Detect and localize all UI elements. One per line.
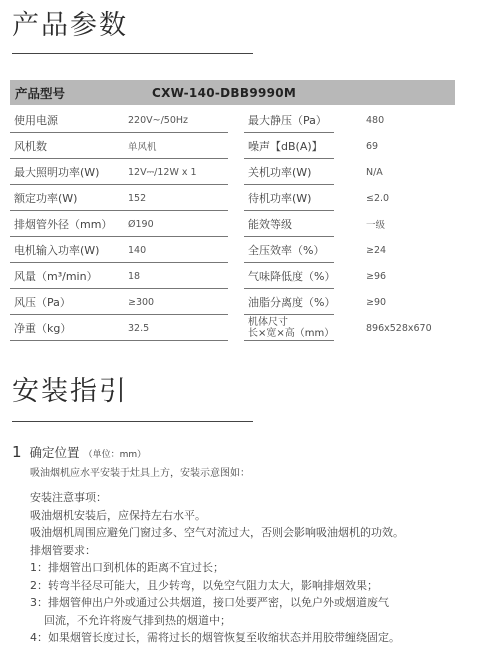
spec-label: 额定功率(W)	[14, 192, 78, 205]
spec-row	[10, 237, 387, 263]
spec-value: 480	[366, 114, 385, 126]
spec-label-dimensions	[248, 315, 334, 341]
spec-label: 最大照明功率(W)	[14, 166, 100, 179]
note-line: 安装注意事项：	[30, 491, 107, 504]
spec-value: 140	[128, 244, 147, 256]
spec-label: 油脂分离度（%）	[248, 296, 336, 309]
spec-row	[10, 185, 390, 211]
spec-value: Ø190	[128, 218, 154, 230]
spec-label: 关机功率(W)	[248, 166, 312, 179]
spec-value: 单风机	[128, 142, 157, 153]
spec-value: ≥24	[366, 244, 387, 256]
spec-label: 待机功率(W)	[248, 192, 312, 205]
spec-row	[10, 289, 387, 315]
spec-label: 电机输入功率(W)	[14, 244, 100, 257]
spec-label: 风量（m³/min）	[14, 270, 98, 283]
note-line: 4：如果烟管长度过长，需将过长的烟管恢复至收缩状态并用胶带缠绕固定。	[30, 631, 400, 644]
note-line: 1：排烟管出口到机体的距离不宜过长；	[30, 561, 224, 574]
spec-label: 风机数	[14, 140, 47, 153]
row-divider	[244, 340, 334, 341]
spec-value: 32.5	[128, 322, 150, 334]
spec-value: ≥96	[366, 270, 387, 282]
spec-value: 18	[128, 270, 141, 282]
dimensions-label-line1: 机体尺寸	[248, 317, 288, 328]
spec-row	[10, 263, 387, 289]
spec-row	[10, 315, 432, 341]
spec-label: 气味降低度（%）	[248, 270, 336, 283]
spec-value: 220V~/50Hz	[128, 114, 189, 126]
spec-value: N/A	[366, 166, 383, 178]
spec-row	[10, 107, 385, 133]
section-title-product-params: 产品参数	[12, 10, 128, 41]
note-line: 2：转弯半径尽可能大，且少转弯，以免空气阻力太大，影响排烟效果；	[30, 578, 378, 592]
spec-value: 152	[128, 192, 147, 204]
row-divider	[10, 340, 228, 341]
spec-label: 能效等级	[248, 218, 292, 231]
step-title: 确定位置	[29, 445, 80, 460]
spec-value: 一级	[366, 220, 386, 231]
install-section	[12, 443, 474, 647]
spec-value: ≤2.0	[366, 192, 390, 204]
spec-row	[10, 133, 379, 159]
model-label: 产品型号	[15, 85, 66, 101]
step-heading	[12, 443, 474, 461]
spec-label: 噪声【dB(A)】	[248, 140, 323, 153]
step-unit: （单位：mm）	[83, 450, 147, 460]
spec-value: 896x528x670	[366, 322, 432, 334]
note-line: 3：排烟管伸出户外或通过公共烟道，接口处要严密，以免户外或烟道废气	[30, 596, 389, 609]
spec-value: 12V⎓/12W x 1	[128, 166, 197, 178]
note-line: 排烟管要求：	[30, 543, 96, 557]
model-header-row	[10, 80, 455, 105]
spec-value: ≥90	[366, 296, 387, 308]
spec-value: ≥300	[128, 296, 155, 308]
spec-label: 风压（Pa）	[14, 296, 71, 309]
section-title-install-guide: 安装指引	[12, 376, 128, 407]
spec-table	[10, 107, 432, 341]
spec-label: 排烟管外径（mm）	[14, 218, 113, 231]
dimensions-label-line2: 长×宽×高（mm）	[248, 328, 335, 339]
spec-label: 使用电源	[14, 114, 58, 127]
spec-row	[10, 211, 386, 237]
spec-row	[10, 159, 383, 185]
title-divider	[12, 421, 253, 422]
spec-value: 69	[366, 140, 379, 152]
note-line: 吸油烟机安装后，应保持左右水平。	[30, 508, 206, 522]
note-line: 吸油烟机周围应避免门窗过多、空气对流过大，否则会影响吸油烟机的功效。	[30, 526, 404, 539]
note-line: 回流，不允许将废气排到热的烟道中；	[44, 613, 231, 627]
title-divider	[12, 53, 253, 54]
step-number: 1	[12, 443, 22, 461]
spec-label: 净重（kg）	[14, 322, 72, 335]
spec-label: 全压效率（%）	[248, 244, 325, 257]
install-notes	[30, 489, 474, 647]
spec-label: 最大静压（Pa）	[248, 114, 327, 127]
model-value: CXW-140-DBB9990M	[152, 85, 297, 100]
step-description: 吸油烟机应水平安装于灶具上方，安装示意图如：	[30, 468, 250, 479]
